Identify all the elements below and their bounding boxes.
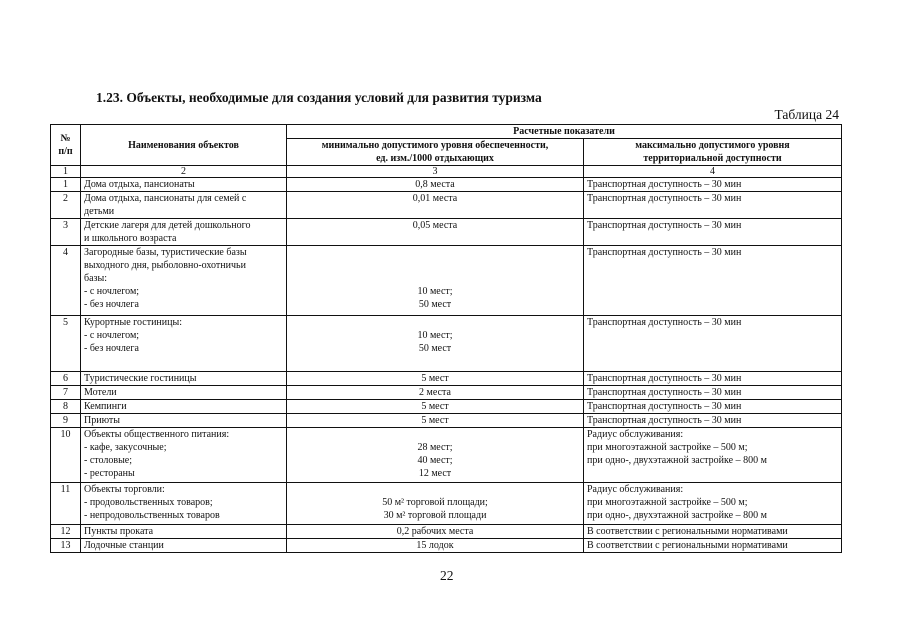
- max-accessibility-cell: Транспортная доступность – 30 мин: [584, 386, 842, 400]
- max-accessibility-cell: Транспортная доступность – 30 мин: [584, 219, 842, 246]
- min-provision-cell: 0,05 места: [287, 219, 584, 246]
- header-num: № п/п: [51, 125, 81, 166]
- max-accessibility-cell: Радиус обслуживания: при многоэтажной застройке – 500 м; при одно-, двухэтажной застройке – 800 м: [584, 428, 842, 483]
- object-name-cell: Приюты: [81, 414, 287, 428]
- table-caption: Таблица 24: [774, 107, 839, 122]
- max-accessibility-cell: В соответствии с региональными нормативами: [584, 525, 842, 539]
- min-provision-cell: 0,2 рабочих места: [287, 525, 584, 539]
- min-provision-cell: 5 мест: [287, 414, 584, 428]
- page-number: 22: [440, 568, 454, 583]
- max-accessibility-cell: Радиус обслуживания: при многоэтажной застройке – 500 м; при одно-, двухэтажной застройке – 800 м: [584, 483, 842, 525]
- min-provision-cell: 10 мест; 50 мест: [287, 246, 584, 316]
- table-row: [51, 219, 842, 246]
- object-name-cell: Лодочные станции: [81, 539, 287, 553]
- object-name-cell: Кемпинги: [81, 400, 287, 414]
- table-row: [51, 372, 842, 386]
- indicators-table: [50, 124, 842, 553]
- row-number-cell: 8: [51, 400, 81, 414]
- table-row: [51, 428, 842, 483]
- header-max: максимально допустимого уровня территориальной доступности: [584, 139, 842, 166]
- min-provision-cell: 10 мест; 50 мест: [287, 316, 584, 372]
- row-number-cell: 5: [51, 316, 81, 372]
- object-name-cell: Объекты общественного питания: - кафе, закусочные; - столовые; - рестораны: [81, 428, 287, 483]
- table-row: [51, 192, 842, 219]
- table-row: [51, 316, 842, 372]
- row-number-cell: 7: [51, 386, 81, 400]
- max-accessibility-cell: В соответствии с региональными нормативами: [584, 539, 842, 553]
- min-provision-cell: 5 мест: [287, 372, 584, 386]
- row-number-cell: 13: [51, 539, 81, 553]
- header-min: минимально допустимого уровня обеспеченности, ед. изм./1000 отдыхающих: [287, 139, 584, 166]
- row-number-cell: 3: [51, 219, 81, 246]
- object-name-cell: Пункты проката: [81, 525, 287, 539]
- min-provision-cell: 50 м² торговой площади; 30 м² торговой площади: [287, 483, 584, 525]
- max-accessibility-cell: Транспортная доступность – 30 мин: [584, 400, 842, 414]
- row-number-cell: 6: [51, 372, 81, 386]
- object-name-cell: Детские лагеря для детей дошкольного и школьного возраста: [81, 219, 287, 246]
- object-name-cell: Загородные базы, туристические базы выходного дня, рыболовно-охотничьи базы: - с ночлегом; - без ночлега: [81, 246, 287, 316]
- min-provision-cell: 2 места: [287, 386, 584, 400]
- table-row: [51, 400, 842, 414]
- header-group: Расчетные показатели: [287, 125, 842, 139]
- table-row: [51, 246, 842, 316]
- min-provision-cell: 0,8 места: [287, 178, 584, 192]
- table-row: [51, 483, 842, 525]
- object-name-cell: Туристические гостиницы: [81, 372, 287, 386]
- object-name-cell: Дома отдыха, пансионаты: [81, 178, 287, 192]
- table-row: [51, 539, 842, 553]
- max-accessibility-cell: Транспортная доступность – 30 мин: [584, 372, 842, 386]
- object-name-cell: Мотели: [81, 386, 287, 400]
- table-row: [51, 178, 842, 192]
- object-name-cell: Курортные гостиницы: - с ночлегом; - без ночлега: [81, 316, 287, 372]
- max-accessibility-cell: Транспортная доступность – 30 мин: [584, 414, 842, 428]
- row-number-cell: 4: [51, 246, 81, 316]
- object-name-cell: Дома отдыха, пансионаты для семей с детьми: [81, 192, 287, 219]
- min-provision-cell: 28 мест; 40 мест; 12 мест: [287, 428, 584, 483]
- row-number-cell: 10: [51, 428, 81, 483]
- min-provision-cell: 0,01 места: [287, 192, 584, 219]
- max-accessibility-cell: Транспортная доступность – 30 мин: [584, 316, 842, 372]
- min-provision-cell: 5 мест: [287, 400, 584, 414]
- row-number-cell: 9: [51, 414, 81, 428]
- table-row: [51, 414, 842, 428]
- row-number-cell: 11: [51, 483, 81, 525]
- section-heading: 1.23. Объекты, необходимые для создания условий для развития туризма: [96, 90, 542, 105]
- object-name-cell: Объекты торговли: - продовольственных товаров; - непродовольственных товаров: [81, 483, 287, 525]
- column-index-row: 1 2 3 4: [51, 166, 842, 178]
- row-number-cell: 12: [51, 525, 81, 539]
- table-row: [51, 525, 842, 539]
- max-accessibility-cell: Транспортная доступность – 30 мин: [584, 246, 842, 316]
- min-provision-cell: 15 лодок: [287, 539, 584, 553]
- max-accessibility-cell: Транспортная доступность – 30 мин: [584, 178, 842, 192]
- row-number-cell: 2: [51, 192, 81, 219]
- table-row: [51, 386, 842, 400]
- header-name: Наименования объектов: [81, 125, 287, 166]
- row-number-cell: 1: [51, 178, 81, 192]
- max-accessibility-cell: Транспортная доступность – 30 мин: [584, 192, 842, 219]
